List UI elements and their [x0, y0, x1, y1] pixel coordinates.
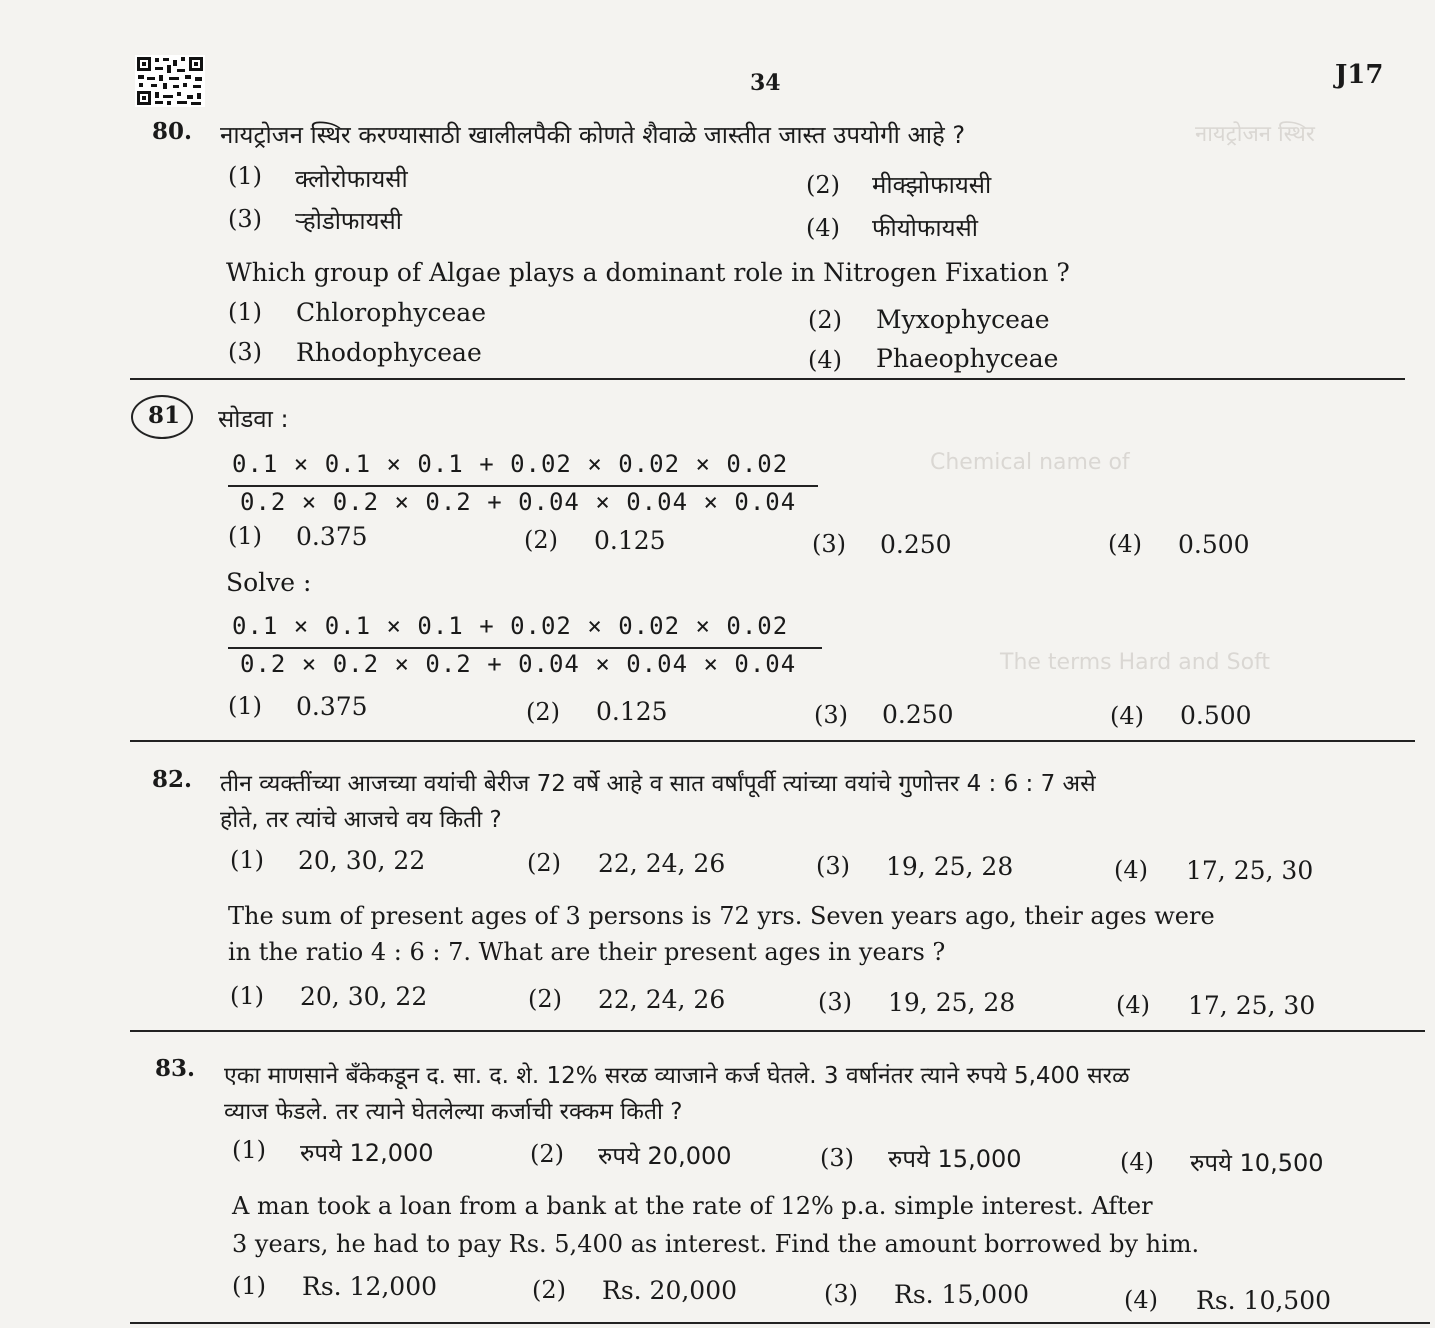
option-label: (4): [806, 214, 840, 242]
option-label: (4): [1110, 702, 1144, 730]
option-text: 19, 25, 28: [888, 988, 1016, 1017]
option-text: 0.375: [296, 692, 368, 721]
option-label: (4): [1116, 991, 1150, 1019]
option-text: क्लोरोफायसी: [295, 165, 408, 193]
option-text: मीक्झोफायसी: [872, 171, 992, 199]
option-label: (4): [1114, 856, 1148, 884]
option-text: 19, 25, 28: [886, 852, 1014, 881]
bleed-through-mark: The terms Hard and Soft: [1000, 650, 1271, 675]
option-label: (3): [816, 852, 850, 880]
fraction-denominator: 0.2 × 0.2 × 0.2 + 0.04 × 0.04 × 0.04: [240, 650, 797, 678]
option-text: 22, 24, 26: [598, 849, 726, 878]
option-label: (1): [232, 1136, 266, 1164]
option-text: 22, 24, 26: [598, 985, 726, 1014]
question-text-marathi: व्याज फेडले. तर त्याने घेतलेल्या कर्जाची रक्कम किती ?: [224, 1099, 683, 1125]
question-text-english: The sum of present ages of 3 persons is 72 yrs. Seven years ago, their ages were: [228, 902, 1215, 930]
option-label: (3): [818, 988, 852, 1016]
option-text: 20, 30, 22: [298, 846, 426, 875]
fraction-bar: [228, 647, 822, 649]
question-text-english: A man took a loan from a bank at the rate of 12% p.a. simple interest. After: [232, 1192, 1153, 1220]
option-text: 17, 25, 30: [1188, 991, 1316, 1020]
question-divider: [130, 378, 1405, 380]
option-text: Phaeophyceae: [876, 344, 1059, 373]
option-label: (4): [1120, 1148, 1154, 1176]
option-text: 20, 30, 22: [300, 982, 428, 1011]
question-number: 81: [148, 402, 181, 429]
question-text-english: in the ratio 4 : 6 : 7. What are their present ages in years ?: [228, 938, 946, 966]
option-text: 0.500: [1180, 701, 1252, 730]
option-label: (2): [532, 1276, 566, 1304]
option-label: (4): [1108, 530, 1142, 558]
question-number: 82.: [152, 766, 193, 793]
option-text: Chlorophyceae: [296, 298, 487, 327]
option-text: रुपये 15,000: [888, 1145, 1022, 1173]
fraction-bar: [228, 485, 818, 487]
option-label: (4): [808, 346, 842, 374]
option-text: 0.375: [296, 522, 368, 551]
option-label: (1): [228, 522, 262, 550]
option-label: (3): [820, 1144, 854, 1172]
question-text-marathi: होते, तर त्यांचे आजचे वय किती ?: [220, 807, 502, 833]
bleed-through-mark: नायट्रोजन स्थिर: [1195, 122, 1315, 147]
option-label: (1): [228, 692, 262, 720]
option-text: 0.125: [594, 526, 666, 555]
question-text-marathi: नायट्रोजन स्थिर करण्यासाठी खालीलपैकी कोणते शैवाळे जास्तीत जास्त उपयोगी आहे ?: [220, 121, 966, 149]
question-text-marathi: सोडवा :: [218, 405, 289, 433]
option-label: (2): [528, 985, 562, 1013]
qr-code-icon: [135, 55, 205, 107]
option-text: रुपये 20,000: [598, 1142, 732, 1170]
page-number: 34: [750, 70, 781, 96]
option-text: ऱ्होडोफायसी: [295, 207, 402, 235]
question-text-english: Which group of Algae plays a dominant role in Nitrogen Fixation ?: [226, 258, 1070, 287]
option-label: (2): [526, 698, 560, 726]
option-text: 17, 25, 30: [1186, 856, 1314, 885]
option-label: (1): [228, 162, 262, 190]
option-label: (3): [228, 205, 262, 233]
option-label: (1): [232, 1272, 266, 1300]
fraction-numerator: 0.1 × 0.1 × 0.1 + 0.02 × 0.02 × 0.02: [232, 450, 789, 478]
option-label: (2): [806, 171, 840, 199]
option-label: (3): [812, 530, 846, 558]
fraction-numerator: 0.1 × 0.1 × 0.1 + 0.02 × 0.02 × 0.02: [232, 612, 789, 640]
option-text: 0.250: [882, 700, 954, 729]
option-label: (2): [524, 526, 558, 554]
option-label: (3): [814, 701, 848, 729]
question-text-english: Solve :: [226, 568, 312, 597]
option-text: Rs. 15,000: [894, 1280, 1030, 1309]
question-text-marathi: एका माणसाने बँकेकडून द. सा. द. शे. 12% सरळ व्याजाने कर्ज घेतले. 3 वर्षानंतर त्याने रुपये 5,400 सरळ: [224, 1063, 1130, 1089]
option-text: Rhodophyceae: [296, 338, 482, 367]
question-divider: [130, 1322, 1430, 1324]
booklet-code: J17: [1335, 60, 1384, 90]
question-text-marathi: तीन व्यक्तींच्या आजच्या वयांची बेरीज 72 वर्षे आहे व सात वर्षांपूर्वी त्यांच्या वयांचे गुणोत्तर 4 : 6 : 7 असे: [220, 771, 1096, 797]
option-text: फीयोफायसी: [872, 214, 978, 242]
option-label: (3): [228, 338, 262, 366]
option-text: Rs. 12,000: [302, 1272, 438, 1301]
option-text: 0.500: [1178, 530, 1250, 559]
option-text: Rs. 20,000: [602, 1276, 738, 1305]
option-label: (1): [230, 846, 264, 874]
question-number: 83.: [155, 1055, 196, 1082]
option-text: रुपये 12,000: [300, 1139, 434, 1167]
option-text: 0.250: [880, 530, 952, 559]
option-label: (2): [530, 1140, 564, 1168]
option-label: (4): [1124, 1286, 1158, 1314]
option-text: 0.125: [596, 697, 668, 726]
question-number: 80.: [152, 118, 193, 145]
bleed-through-mark: Chemical name of: [930, 450, 1130, 475]
question-divider: [130, 1030, 1425, 1032]
option-label: (2): [808, 306, 842, 334]
option-label: (1): [230, 982, 264, 1010]
question-divider: [130, 740, 1415, 742]
option-label: (2): [527, 849, 561, 877]
option-label: (1): [228, 298, 262, 326]
fraction-denominator: 0.2 × 0.2 × 0.2 + 0.04 × 0.04 × 0.04: [240, 488, 797, 516]
option-text: Myxophyceae: [876, 305, 1050, 334]
option-text: रुपये 10,500: [1190, 1149, 1324, 1177]
question-text-english: 3 years, he had to pay Rs. 5,400 as interest. Find the amount borrowed by him.: [232, 1230, 1200, 1258]
option-label: (3): [824, 1280, 858, 1308]
option-text: Rs. 10,500: [1196, 1286, 1332, 1315]
